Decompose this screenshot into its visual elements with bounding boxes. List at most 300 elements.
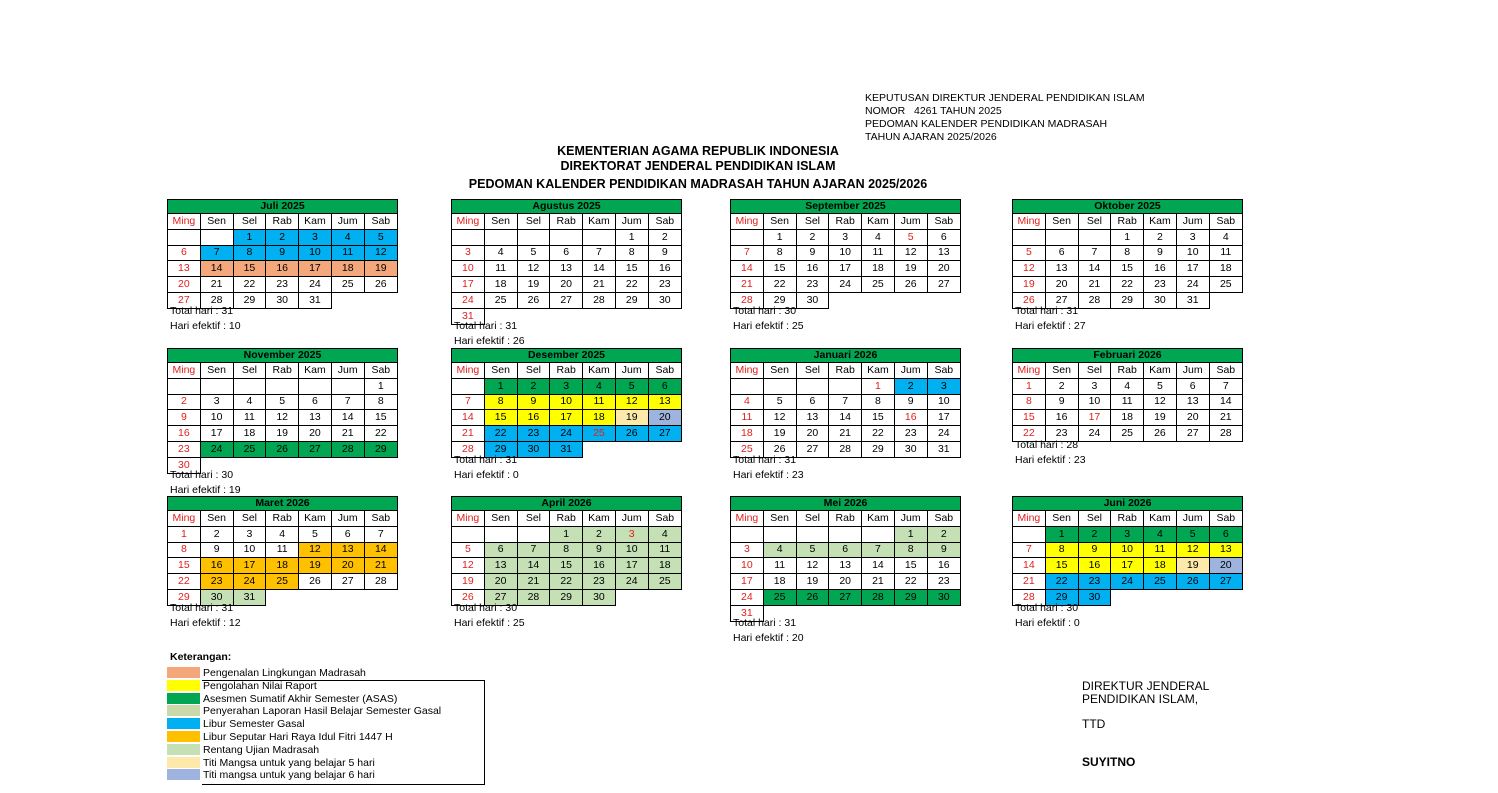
date-cell: 26 (763, 441, 796, 457)
date-cell: 15 (168, 558, 201, 574)
signature-line: DIREKTUR JENDERAL (1082, 679, 1210, 693)
date-cell: 28 (583, 292, 616, 308)
date-cell: 19 (1013, 277, 1046, 293)
empty-cell (266, 589, 299, 605)
date-cell: 3 (550, 378, 583, 394)
empty-cell (829, 378, 862, 394)
date-cell: 23 (796, 277, 829, 293)
day-name: Kam (299, 214, 332, 230)
total-days: Total hari : 30 (170, 469, 234, 481)
month-calendar (1012, 348, 1243, 442)
day-name: Kam (583, 363, 616, 379)
date-cell: 24 (927, 426, 960, 442)
date-cell: 30 (583, 589, 616, 605)
legend-label: Libur Semester Gasal (203, 718, 305, 731)
date-cell: 23 (894, 426, 927, 442)
date-cell: 5 (299, 526, 332, 542)
legend-title: Keterangan: (170, 651, 232, 663)
date-cell: 3 (1176, 229, 1209, 245)
date-cell: 1 (484, 378, 517, 394)
date-cell: 11 (233, 410, 266, 426)
date-cell: 31 (452, 308, 485, 324)
date-cell: 19 (517, 277, 550, 293)
month-table (167, 199, 398, 309)
date-cell: 30 (1144, 292, 1177, 308)
date-cell: 5 (894, 229, 927, 245)
date-cell: 3 (1111, 526, 1144, 542)
month-title: Agustus 2025 (452, 200, 682, 214)
date-cell: 29 (484, 441, 517, 457)
day-name: Jum (615, 363, 648, 379)
month-table (167, 496, 398, 606)
month-table (1012, 496, 1243, 606)
date-cell: 11 (331, 245, 364, 261)
date-cell: 27 (299, 441, 332, 457)
total-days: Total hari : 30 (733, 305, 797, 317)
empty-cell (484, 229, 517, 245)
date-cell: 20 (1209, 558, 1242, 574)
day-name: Jum (1176, 363, 1209, 379)
date-cell: 19 (615, 410, 648, 426)
date-cell: 22 (364, 426, 397, 442)
day-name: Sen (1045, 214, 1078, 230)
empty-cell (731, 526, 764, 542)
legend-label: Asesmen Sumatif Akhir Semester (ASAS) (203, 692, 398, 705)
date-cell: 9 (583, 542, 616, 558)
date-cell: 3 (452, 245, 485, 261)
day-name: Sel (233, 214, 266, 230)
date-cell: 30 (517, 441, 550, 457)
date-cell: 12 (517, 261, 550, 277)
month-summary (454, 601, 525, 631)
date-cell: 15 (894, 558, 927, 574)
date-cell: 6 (1045, 245, 1078, 261)
day-name: Sab (927, 363, 960, 379)
day-name: Rab (1111, 511, 1144, 527)
day-name: Sab (364, 363, 397, 379)
date-cell: 31 (550, 441, 583, 457)
date-cell: 6 (1209, 526, 1242, 542)
month-calendar (451, 199, 682, 325)
date-cell: 19 (894, 261, 927, 277)
date-cell: 4 (731, 394, 764, 410)
total-days: Total hari : 30 (454, 602, 518, 614)
date-cell: 13 (168, 261, 201, 277)
date-cell: 2 (648, 229, 681, 245)
empty-cell (894, 605, 927, 621)
month-summary (170, 601, 241, 631)
date-cell: 8 (1111, 245, 1144, 261)
date-cell: 2 (1045, 378, 1078, 394)
date-cell: 3 (615, 526, 648, 542)
date-cell: 10 (615, 542, 648, 558)
month-calendar (1012, 199, 1243, 309)
date-cell: 24 (829, 277, 862, 293)
date-cell: 2 (796, 229, 829, 245)
month-table (1012, 199, 1243, 309)
date-cell: 28 (731, 292, 764, 308)
date-cell: 3 (927, 378, 960, 394)
date-cell: 30 (894, 441, 927, 457)
date-cell: 4 (763, 542, 796, 558)
date-cell: 6 (648, 378, 681, 394)
day-name: Jum (1176, 214, 1209, 230)
date-cell: 6 (484, 542, 517, 558)
date-cell: 11 (484, 261, 517, 277)
date-cell: 12 (763, 410, 796, 426)
day-name: Sab (648, 511, 681, 527)
date-cell: 10 (299, 245, 332, 261)
signature-title (1082, 680, 1209, 706)
date-cell: 27 (1209, 574, 1242, 590)
date-cell: 18 (648, 558, 681, 574)
day-name: Jum (615, 511, 648, 527)
date-cell: 29 (763, 292, 796, 308)
day-name: Kam (299, 511, 332, 527)
date-cell: 22 (484, 426, 517, 442)
date-cell: 10 (829, 245, 862, 261)
date-cell: 5 (796, 542, 829, 558)
date-cell: 2 (266, 229, 299, 245)
date-cell: 2 (517, 378, 550, 394)
date-cell: 22 (168, 574, 201, 590)
date-cell: 19 (364, 261, 397, 277)
date-cell: 17 (299, 261, 332, 277)
day-name: Sab (1209, 214, 1242, 230)
day-name: Ming (168, 214, 201, 230)
month-summary (733, 304, 804, 334)
legend-swatch (167, 667, 200, 678)
date-cell: 7 (1013, 542, 1046, 558)
legend-swatch (167, 680, 200, 691)
day-name: Sen (763, 511, 796, 527)
date-cell: 31 (233, 589, 266, 605)
date-cell: 11 (1209, 245, 1242, 261)
date-cell: 16 (583, 558, 616, 574)
date-cell: 15 (550, 558, 583, 574)
date-cell: 10 (1078, 394, 1111, 410)
day-name: Ming (731, 214, 764, 230)
date-cell: 30 (648, 292, 681, 308)
date-cell: 20 (648, 410, 681, 426)
date-cell: 21 (452, 426, 485, 442)
date-cell: 28 (1078, 292, 1111, 308)
legend (167, 651, 442, 782)
empty-cell (1013, 229, 1046, 245)
day-name: Jum (894, 363, 927, 379)
date-cell: 30 (168, 457, 201, 473)
date-cell: 22 (1045, 574, 1078, 590)
date-cell: 18 (1111, 410, 1144, 426)
day-name: Rab (266, 363, 299, 379)
date-cell: 25 (266, 574, 299, 590)
empty-cell (331, 378, 364, 394)
day-name: Sel (233, 511, 266, 527)
date-cell: 1 (1013, 378, 1046, 394)
date-cell: 20 (299, 426, 332, 442)
date-cell: 16 (1045, 410, 1078, 426)
month-title: Juli 2025 (168, 200, 398, 214)
date-cell: 22 (550, 574, 583, 590)
legend-swatch (167, 705, 200, 716)
date-cell: 23 (517, 426, 550, 442)
date-cell: 13 (648, 394, 681, 410)
date-cell: 28 (200, 292, 233, 308)
date-cell: 30 (927, 589, 960, 605)
date-cell: 6 (796, 394, 829, 410)
date-cell: 28 (1013, 589, 1046, 605)
day-name: Sel (1078, 511, 1111, 527)
empty-cell (452, 378, 485, 394)
month-summary (170, 304, 241, 334)
date-cell: 13 (1045, 261, 1078, 277)
day-name: Sel (796, 363, 829, 379)
day-name: Rab (266, 511, 299, 527)
legend-label: Libur Seputar Hari Raya Idul Fitri 1447 H (203, 731, 393, 743)
date-cell: 6 (1176, 378, 1209, 394)
date-cell: 21 (731, 277, 764, 293)
month-title: Mei 2026 (731, 497, 961, 511)
date-cell: 17 (200, 426, 233, 442)
day-name: Rab (266, 214, 299, 230)
date-cell: 12 (1144, 394, 1177, 410)
signature-ttd: TTD (1082, 717, 1106, 731)
date-cell: 16 (796, 261, 829, 277)
day-name: Kam (862, 511, 895, 527)
date-cell: 11 (862, 245, 895, 261)
date-cell: 22 (615, 277, 648, 293)
date-cell: 20 (1176, 410, 1209, 426)
empty-cell (452, 526, 485, 542)
date-cell: 28 (829, 441, 862, 457)
empty-cell (615, 441, 648, 457)
total-days: Total hari : 30 (1015, 602, 1079, 614)
date-cell: 14 (200, 261, 233, 277)
date-cell: 5 (1144, 378, 1177, 394)
date-cell: 8 (894, 542, 927, 558)
empty-cell (1078, 229, 1111, 245)
day-name: Sel (517, 511, 550, 527)
date-cell: 19 (452, 574, 485, 590)
empty-cell (266, 378, 299, 394)
day-name: Sab (1209, 363, 1242, 379)
day-name: Sel (517, 214, 550, 230)
date-cell: 13 (1176, 394, 1209, 410)
day-name: Rab (550, 363, 583, 379)
total-days: Total hari : 31 (733, 617, 797, 629)
date-cell: 1 (550, 526, 583, 542)
date-cell: 29 (233, 292, 266, 308)
day-name: Sen (200, 214, 233, 230)
month-title: Juni 2026 (1013, 497, 1243, 511)
date-cell: 23 (266, 277, 299, 293)
date-cell: 14 (829, 410, 862, 426)
day-name: Sab (364, 214, 397, 230)
date-cell: 14 (1078, 261, 1111, 277)
legend-label: Rentang Ujian Madrasah (203, 743, 320, 756)
date-cell: 11 (731, 410, 764, 426)
month-title: September 2025 (731, 200, 961, 214)
date-cell: 16 (648, 261, 681, 277)
date-cell: 9 (894, 394, 927, 410)
date-cell: 31 (299, 292, 332, 308)
date-cell: 24 (615, 574, 648, 590)
date-cell: 30 (266, 292, 299, 308)
date-cell: 31 (927, 441, 960, 457)
empty-cell (331, 457, 364, 473)
date-cell: 25 (648, 574, 681, 590)
date-cell: 2 (1144, 229, 1177, 245)
date-cell: 10 (731, 558, 764, 574)
day-name: Kam (862, 363, 895, 379)
date-cell: 7 (829, 394, 862, 410)
date-cell: 4 (1144, 526, 1177, 542)
date-cell: 23 (200, 574, 233, 590)
date-cell: 16 (894, 410, 927, 426)
empty-cell (200, 378, 233, 394)
day-name: Sen (484, 511, 517, 527)
date-cell: 1 (894, 526, 927, 542)
month-table (451, 348, 682, 458)
date-cell: 13 (550, 261, 583, 277)
month-title: Oktober 2025 (1013, 200, 1243, 214)
effective-days: Hari efektif : 10 (170, 320, 241, 332)
date-cell: 14 (862, 558, 895, 574)
date-cell: 9 (1045, 394, 1078, 410)
date-cell: 27 (927, 277, 960, 293)
day-name: Ming (168, 511, 201, 527)
date-cell: 1 (615, 229, 648, 245)
effective-days: Hari efektif : 26 (454, 335, 525, 347)
date-cell: 10 (550, 394, 583, 410)
date-cell: 6 (331, 526, 364, 542)
empty-cell (550, 308, 583, 324)
empty-cell (763, 378, 796, 394)
total-days: Total hari : 31 (454, 454, 518, 466)
date-cell: 21 (583, 277, 616, 293)
effective-days: Hari efektif : 23 (1015, 454, 1086, 466)
date-cell: 22 (1013, 426, 1046, 442)
day-name: Rab (829, 511, 862, 527)
date-cell: 12 (615, 394, 648, 410)
date-cell: 24 (1176, 277, 1209, 293)
date-cell: 1 (233, 229, 266, 245)
date-cell: 25 (1144, 574, 1177, 590)
date-cell: 25 (731, 441, 764, 457)
day-name: Sel (1078, 214, 1111, 230)
signature-line: PENDIDIKAN ISLAM, (1082, 692, 1199, 706)
day-name: Ming (452, 363, 485, 379)
month-table (451, 199, 682, 325)
empty-cell (331, 589, 364, 605)
date-cell: 11 (1144, 542, 1177, 558)
month-calendar (451, 496, 682, 606)
day-name: Ming (1013, 511, 1046, 527)
date-cell: 29 (550, 589, 583, 605)
month-title: April 2026 (452, 497, 682, 511)
date-cell: 9 (1078, 542, 1111, 558)
date-cell: 10 (1176, 245, 1209, 261)
date-cell: 26 (1013, 292, 1046, 308)
date-cell: 2 (168, 394, 201, 410)
date-cell: 7 (200, 245, 233, 261)
date-cell: 16 (200, 558, 233, 574)
date-cell: 29 (862, 441, 895, 457)
empty-cell (583, 308, 616, 324)
date-cell: 13 (829, 558, 862, 574)
date-cell: 6 (550, 245, 583, 261)
month-title: Maret 2026 (168, 497, 398, 511)
date-cell: 21 (517, 574, 550, 590)
day-name: Jum (331, 214, 364, 230)
date-cell: 22 (862, 426, 895, 442)
month-summary (1015, 438, 1086, 468)
month-table (1012, 348, 1243, 442)
date-cell: 7 (452, 394, 485, 410)
day-name: Sab (1209, 511, 1242, 527)
month-summary (1015, 601, 1080, 631)
date-cell: 9 (168, 410, 201, 426)
day-name: Ming (1013, 214, 1046, 230)
date-cell: 17 (615, 558, 648, 574)
empty-cell (1209, 589, 1242, 605)
date-cell: 23 (1045, 426, 1078, 442)
day-name: Kam (299, 363, 332, 379)
legend-label: Titi mangsa untuk yang belajar 6 hari (203, 769, 375, 782)
date-cell: 28 (862, 589, 895, 605)
date-cell: 5 (615, 378, 648, 394)
month-calendar (730, 199, 961, 309)
month-table (730, 348, 961, 458)
date-cell: 29 (1045, 589, 1078, 605)
month-summary (170, 468, 241, 498)
decree-line: NOMOR 4261 TAHUN 2025 (865, 105, 1002, 117)
month-title: Februari 2026 (1013, 349, 1243, 363)
date-cell: 17 (1176, 261, 1209, 277)
date-cell: 24 (731, 589, 764, 605)
date-cell: 21 (1209, 410, 1242, 426)
empty-cell (517, 229, 550, 245)
day-name: Jum (894, 214, 927, 230)
date-cell: 9 (796, 245, 829, 261)
date-cell: 27 (1176, 426, 1209, 442)
empty-cell (583, 441, 616, 457)
legend-swatch (167, 744, 200, 755)
date-cell: 27 (484, 589, 517, 605)
date-cell: 5 (763, 394, 796, 410)
date-cell: 10 (200, 410, 233, 426)
date-cell: 14 (517, 558, 550, 574)
date-cell: 5 (452, 542, 485, 558)
date-cell: 8 (862, 394, 895, 410)
empty-cell (517, 526, 550, 542)
date-cell: 2 (583, 526, 616, 542)
date-cell: 27 (168, 292, 201, 308)
effective-days: Hari efektif : 0 (454, 469, 519, 481)
date-cell: 28 (1209, 426, 1242, 442)
date-cell: 10 (927, 394, 960, 410)
day-name: Kam (583, 511, 616, 527)
date-cell: 3 (200, 394, 233, 410)
signature-name: SUYITNO (1082, 755, 1136, 769)
date-cell: 24 (550, 426, 583, 442)
date-cell: 3 (829, 229, 862, 245)
empty-cell (452, 229, 485, 245)
date-cell: 20 (796, 426, 829, 442)
date-cell: 8 (484, 394, 517, 410)
date-cell: 18 (1144, 558, 1177, 574)
date-cell: 9 (648, 245, 681, 261)
